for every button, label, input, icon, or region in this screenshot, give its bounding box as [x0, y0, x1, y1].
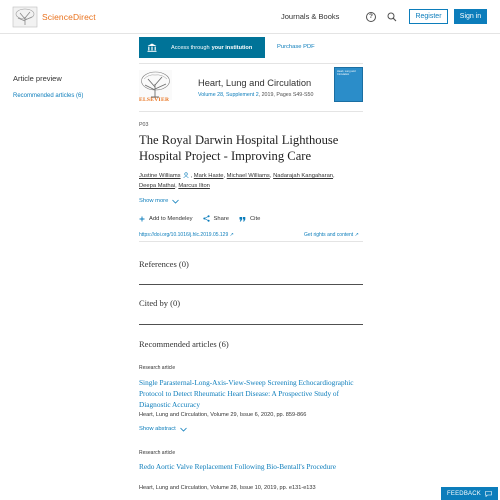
rec-article-title[interactable]: Single Parasternal-Long-Axis-View-Sweep Screening Echocardiographic Protocol to Detect Rheumatic Heart Disease: A Prospective Study of Diagnostic Accuracy — [139, 378, 354, 409]
quote-icon — [239, 216, 246, 222]
rec-article-meta: Heart, Lung and Circulation, Volume 29, Issue 6, 2020, pp. 859-866 — [139, 412, 307, 418]
sciencedirect-logo[interactable] — [12, 6, 96, 28]
share-icon — [203, 215, 210, 222]
chevron-down-icon — [180, 427, 187, 432]
speech-bubble-icon — [485, 491, 492, 497]
cite-button[interactable] — [239, 216, 260, 222]
journal-cover-image[interactable] — [334, 67, 363, 102]
share-button[interactable] — [203, 215, 229, 222]
show-more-button[interactable] — [139, 198, 179, 204]
rec-article-type: Research article — [139, 450, 176, 456]
share-label: Share — [213, 215, 229, 222]
journal-pages: , 2019, Pages S49-S50 — [258, 92, 314, 98]
author-link[interactable]: Justine Williams — [139, 173, 181, 179]
show-abstract-button[interactable] — [139, 426, 187, 432]
divider — [139, 111, 363, 112]
add-to-mendeley-button[interactable] — [139, 216, 193, 222]
feedback-button[interactable] — [441, 487, 498, 500]
institution-icon — [147, 43, 157, 52]
brand-name: ScienceDirect — [42, 12, 96, 22]
journal-issue-info — [198, 92, 313, 98]
author-link[interactable]: Deepa Mathai — [139, 183, 176, 189]
rec-article-meta: Heart, Lung and Circulation, Volume 28, Issue 10, 2019, pp. e131-e133 — [139, 485, 316, 491]
journals-books-link[interactable]: Journals & Books — [281, 12, 340, 21]
sidebar-item-recommended[interactable]: Recommended articles (6) — [13, 93, 84, 99]
purchase-pdf-link[interactable]: Purchase PDF — [277, 44, 315, 50]
elsevier-tree-icon — [12, 6, 38, 28]
rights-link[interactable]: Get rights and content ↗ — [304, 232, 359, 238]
author-list: Justine Williams , Mark Haste, Michael Williams, Nadarajah Kangaharan, Deepa Mathai, Marcus Ilton — [139, 173, 335, 189]
doi-text: https://doi.org/10.1016/j.hlc.2019.05.129 — [139, 232, 229, 238]
rec-article-type: Research article — [139, 365, 176, 371]
register-button[interactable]: Register — [409, 9, 448, 24]
section-divider — [139, 284, 363, 285]
recommended-heading: Recommended articles (6) — [139, 339, 229, 349]
access-prefix: Access through — [171, 44, 210, 51]
journal-title[interactable]: Heart, Lung and Circulation — [198, 78, 312, 88]
section-divider — [139, 324, 363, 325]
article-type: P03 — [139, 122, 149, 128]
plus-icon — [139, 216, 145, 222]
author-link[interactable]: Marcus Ilton — [178, 183, 210, 189]
help-icon[interactable]: ? — [366, 12, 376, 22]
author-link[interactable]: Mark Haste — [193, 173, 224, 179]
cite-label: Cite — [249, 215, 261, 222]
author-link[interactable]: Michael Williams — [226, 173, 270, 179]
top-header — [0, 0, 500, 34]
mendeley-label: Add to Mendeley — [149, 215, 193, 222]
divider — [139, 241, 363, 242]
publisher-name: ELSEVIER — [139, 97, 170, 103]
rights-text: Get rights and content — [304, 232, 354, 238]
access-institution-button[interactable] — [139, 37, 265, 58]
person-icon[interactable] — [183, 172, 189, 178]
access-institution: your institution — [211, 44, 253, 51]
divider — [139, 63, 363, 64]
show-abstract-label: Show abstract — [139, 426, 176, 432]
references-heading[interactable]: References (0) — [139, 259, 189, 269]
sign-in-button[interactable]: Sign in — [454, 9, 487, 24]
article-actions — [139, 215, 270, 222]
cited-by-heading[interactable]: Cited by (0) — [139, 298, 181, 308]
search-icon[interactable] — [387, 12, 397, 22]
cover-title: Heart, Lung and Circulation — [337, 70, 356, 76]
volume-link[interactable]: Volume 28, Supplement 2 — [198, 92, 259, 98]
rec-article-title[interactable]: Redo Aortic Valve Replacement Following Bio-Bentall's Procedure — [139, 462, 336, 471]
sidebar-title: Article preview — [13, 74, 62, 83]
chevron-down-icon — [172, 199, 179, 204]
doi-link[interactable]: https://doi.org/10.1016/j.hlc.2019.05.129 ↗ — [139, 232, 234, 238]
feedback-label: FEEDBACK — [447, 490, 481, 497]
show-more-label: Show more — [139, 198, 169, 204]
author-link[interactable]: Nadarajah Kangaharan — [273, 173, 334, 179]
article-title: The Royal Darwin Hospital Lighthouse Hospital Project - Improving Care — [139, 133, 339, 163]
